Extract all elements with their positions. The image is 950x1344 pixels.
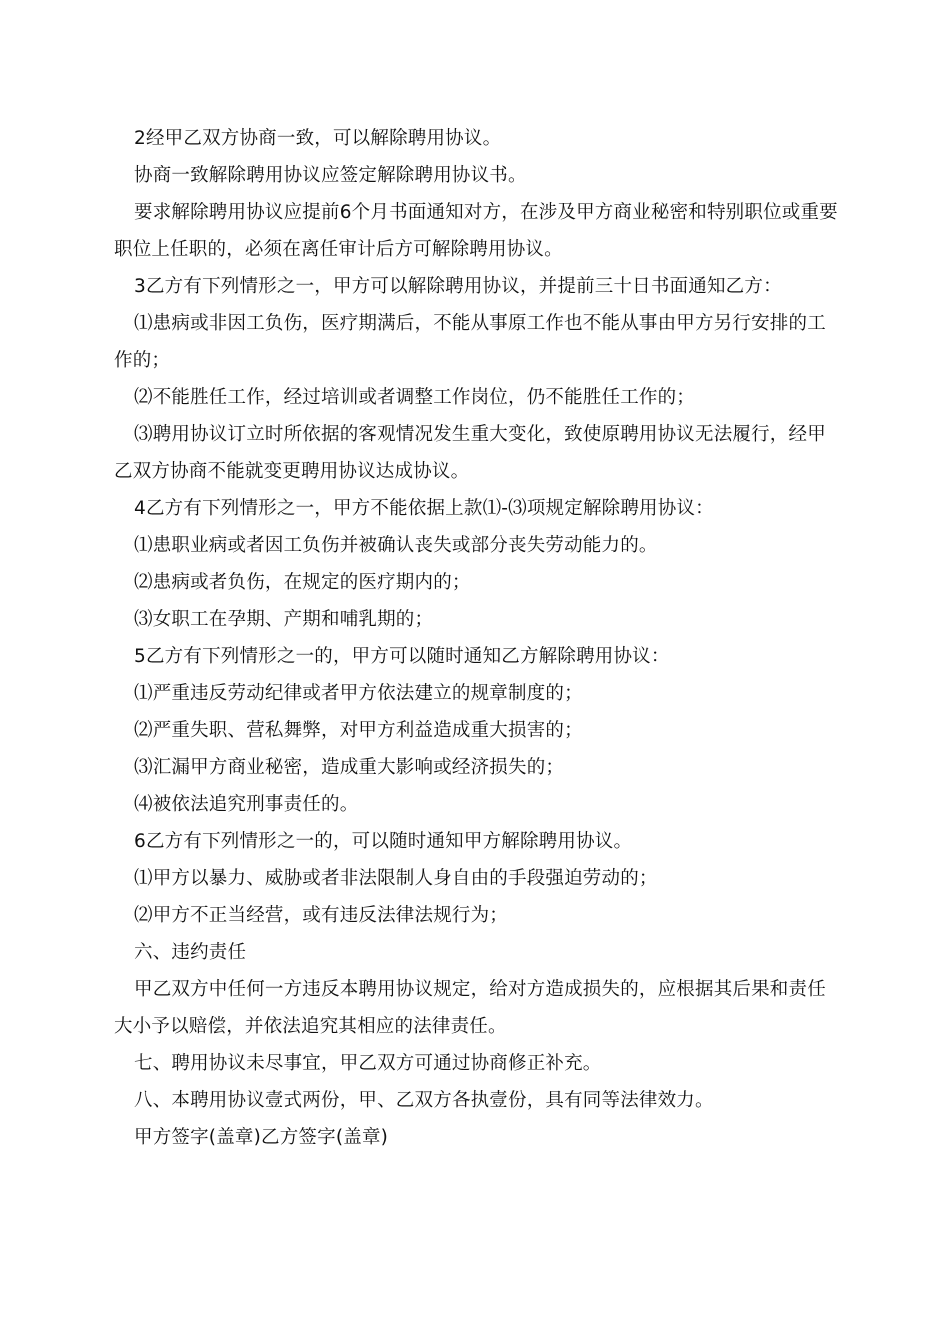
list-item-5-3: ⑶汇漏甲方商业秘密，造成重大影响或经济损失的； [134,757,565,778]
list-item-3-3: ⑶聘用协议订立时所依据的客观情况发生重大变化，致使原聘用协议无法履行，经甲乙双方协商不能就变更聘用协议达成协议。 [114,424,826,482]
paragraph-clause-2: 2经甲乙双方协商一致，可以解除聘用协议。 [134,128,502,149]
list-item-5-2: ⑵严重失职、营私舞弊，对甲方利益造成重大损害的； [134,720,583,741]
list-item-3-2: ⑵不能胜任工作，经过培训或者调整工作岗位，仍不能胜任工作的； [134,387,696,408]
list-item-5-4: ⑷被依法追究刑事责任的。 [134,794,359,815]
section-8: 八、本聘用协议壹式两份，甲、乙双方各执壹份，具有同等法律效力。 [134,1090,714,1111]
paragraph-liability: 甲乙双方中任何一方违反本聘用协议规定，给对方造成损失的，应根据其后果和责任大小予以赔偿，并依法追究其相应的法律责任。 [114,979,826,1037]
list-item-4-2: ⑵患病或者负伤，在规定的医疗期内的； [134,572,471,593]
paragraph-clause-3: 3乙方有下列情形之一，甲方可以解除聘用协议，并提前三十日书面通知乙方： [134,276,782,297]
section-7: 七、聘用协议未尽事宜，甲乙双方可通过协商修正补充。 [134,1053,602,1074]
paragraph-clause-4: 4乙方有下列情形之一，甲方不能依据上款⑴-⑶项规定解除聘用协议： [134,498,714,519]
paragraph-clause-6: 6乙方有下列情形之一的，可以随时通知甲方解除聘用协议。 [134,831,633,852]
paragraph-agreement-note: 协商一致解除聘用协议应签定解除聘用协议书。 [134,165,527,186]
list-item-6-1: ⑴甲方以暴力、威胁或者非法限制人身自由的手段强迫劳动的； [134,868,658,889]
list-item-3-1: ⑴患病或非因工负伤，医疗期满后，不能从事原工作也不能从事由甲方另行安排的工作的； [114,313,826,371]
paragraph-notice-period: 要求解除聘用协议应提前6个月书面通知对方，在涉及甲方商业秘密和特别职位或重要职位上任职的，必须在离任审计后方可解除聘用协议。 [114,202,838,260]
paragraph-clause-5: 5乙方有下列情形之一的，甲方可以随时通知乙方解除聘用协议： [134,646,670,667]
section-heading-liability: 六、违约责任 [134,942,247,963]
list-item-4-1: ⑴患职业病或者因工负伤并被确认丧失或部分丧失劳动能力的。 [134,535,658,556]
list-item-4-3: ⑶女职工在孕期、产期和哺乳期的； [134,609,434,630]
list-item-5-1: ⑴严重违反劳动纪律或者甲方依法建立的规章制度的； [134,683,583,704]
list-item-6-2: ⑵甲方不正当经营，或有违反法律法规行为； [134,905,509,926]
signature-line: 甲方签字(盖章)乙方签字(盖章) [134,1127,389,1148]
